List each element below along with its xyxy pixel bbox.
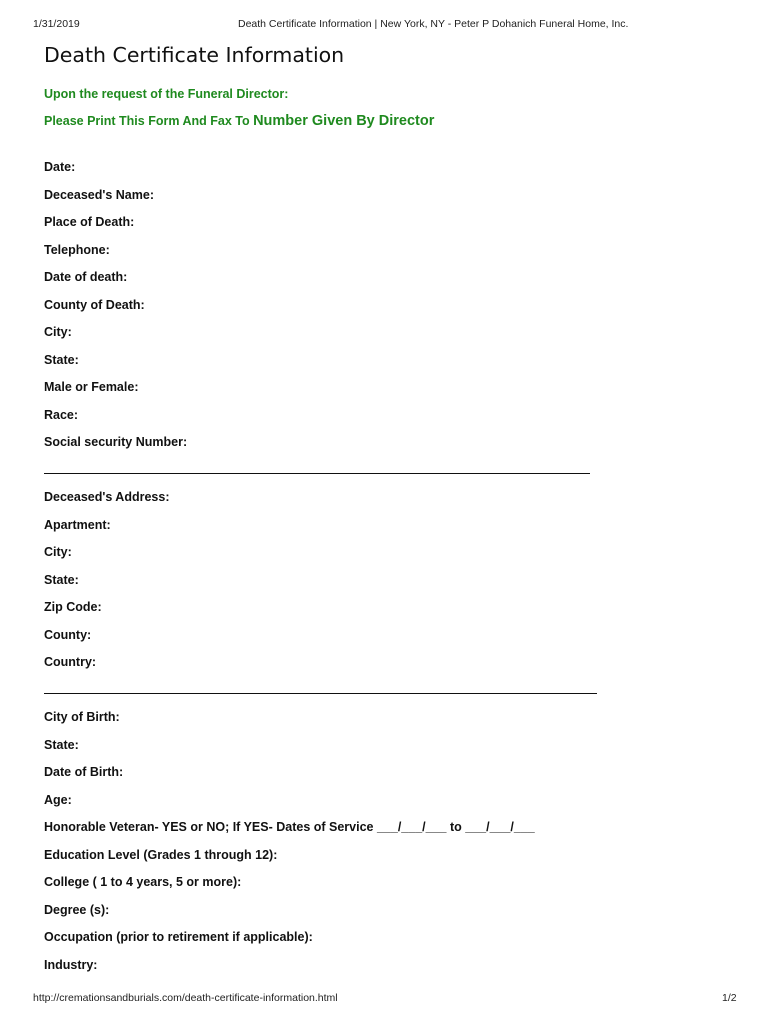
field-label: County: bbox=[44, 627, 92, 642]
field-label: City: bbox=[44, 545, 72, 559]
field-label: Social security Number: bbox=[44, 435, 188, 449]
field-label: Date of Birth: bbox=[44, 765, 124, 779]
document-title: Death Certificate Information bbox=[44, 43, 345, 67]
fax-prefix: Please Print This Form And Fax To bbox=[44, 114, 254, 128]
field-label: Date of death: bbox=[44, 270, 128, 284]
field-label: Deceased's Address: bbox=[44, 490, 170, 504]
fax-target: Number Given By Director bbox=[253, 113, 435, 129]
field-label: County of Death: bbox=[44, 297, 145, 312]
field-label: State: bbox=[44, 737, 79, 752]
section-separator bbox=[44, 681, 724, 709]
print-url: http://cremationsandburials.com/death-certificate-information.html bbox=[33, 992, 338, 1004]
field-label: Industry: bbox=[44, 957, 98, 972]
field-label: Education Level (Grades 1 through 12): bbox=[44, 847, 278, 862]
field-label: College ( 1 to 4 years, 5 or more): bbox=[44, 875, 242, 889]
field-label: Degree (s): bbox=[44, 902, 110, 917]
field-label: Race: bbox=[44, 407, 79, 422]
fax-instruction bbox=[44, 113, 434, 129]
field-label: Telephone: bbox=[44, 242, 110, 257]
field-label: Place of Death: bbox=[44, 215, 135, 229]
section-separator bbox=[44, 461, 724, 489]
request-note: Upon the request of the Funeral Director: bbox=[44, 87, 289, 101]
field-label: Age: bbox=[44, 792, 72, 807]
field-label: State: bbox=[44, 572, 79, 587]
print-page-title: Death Certificate Information | New York, NY - Peter P Dohanich Funeral Home, Inc. bbox=[238, 18, 629, 30]
field-label: Date: bbox=[44, 160, 76, 174]
field-label: Zip Code: bbox=[44, 600, 102, 614]
field-label: City: bbox=[44, 325, 72, 339]
page-number: 1/2 bbox=[722, 992, 737, 1004]
field-label: City of Birth: bbox=[44, 710, 120, 724]
form-fields bbox=[44, 158, 724, 983]
field-label: State: bbox=[44, 352, 79, 367]
print-date: 1/31/2019 bbox=[33, 18, 80, 30]
field-label: Male or Female: bbox=[44, 380, 139, 394]
field-label: Occupation (prior to retirement if applicable): bbox=[44, 930, 313, 944]
field-label: Apartment: bbox=[44, 517, 111, 532]
field-label: Country: bbox=[44, 655, 97, 669]
field-label: Deceased's Name: bbox=[44, 187, 154, 202]
veteran-field-label: Honorable Veteran- YES or NO; If YES- Dates of Service ___/___/___ to ___/___/___ bbox=[44, 820, 535, 834]
